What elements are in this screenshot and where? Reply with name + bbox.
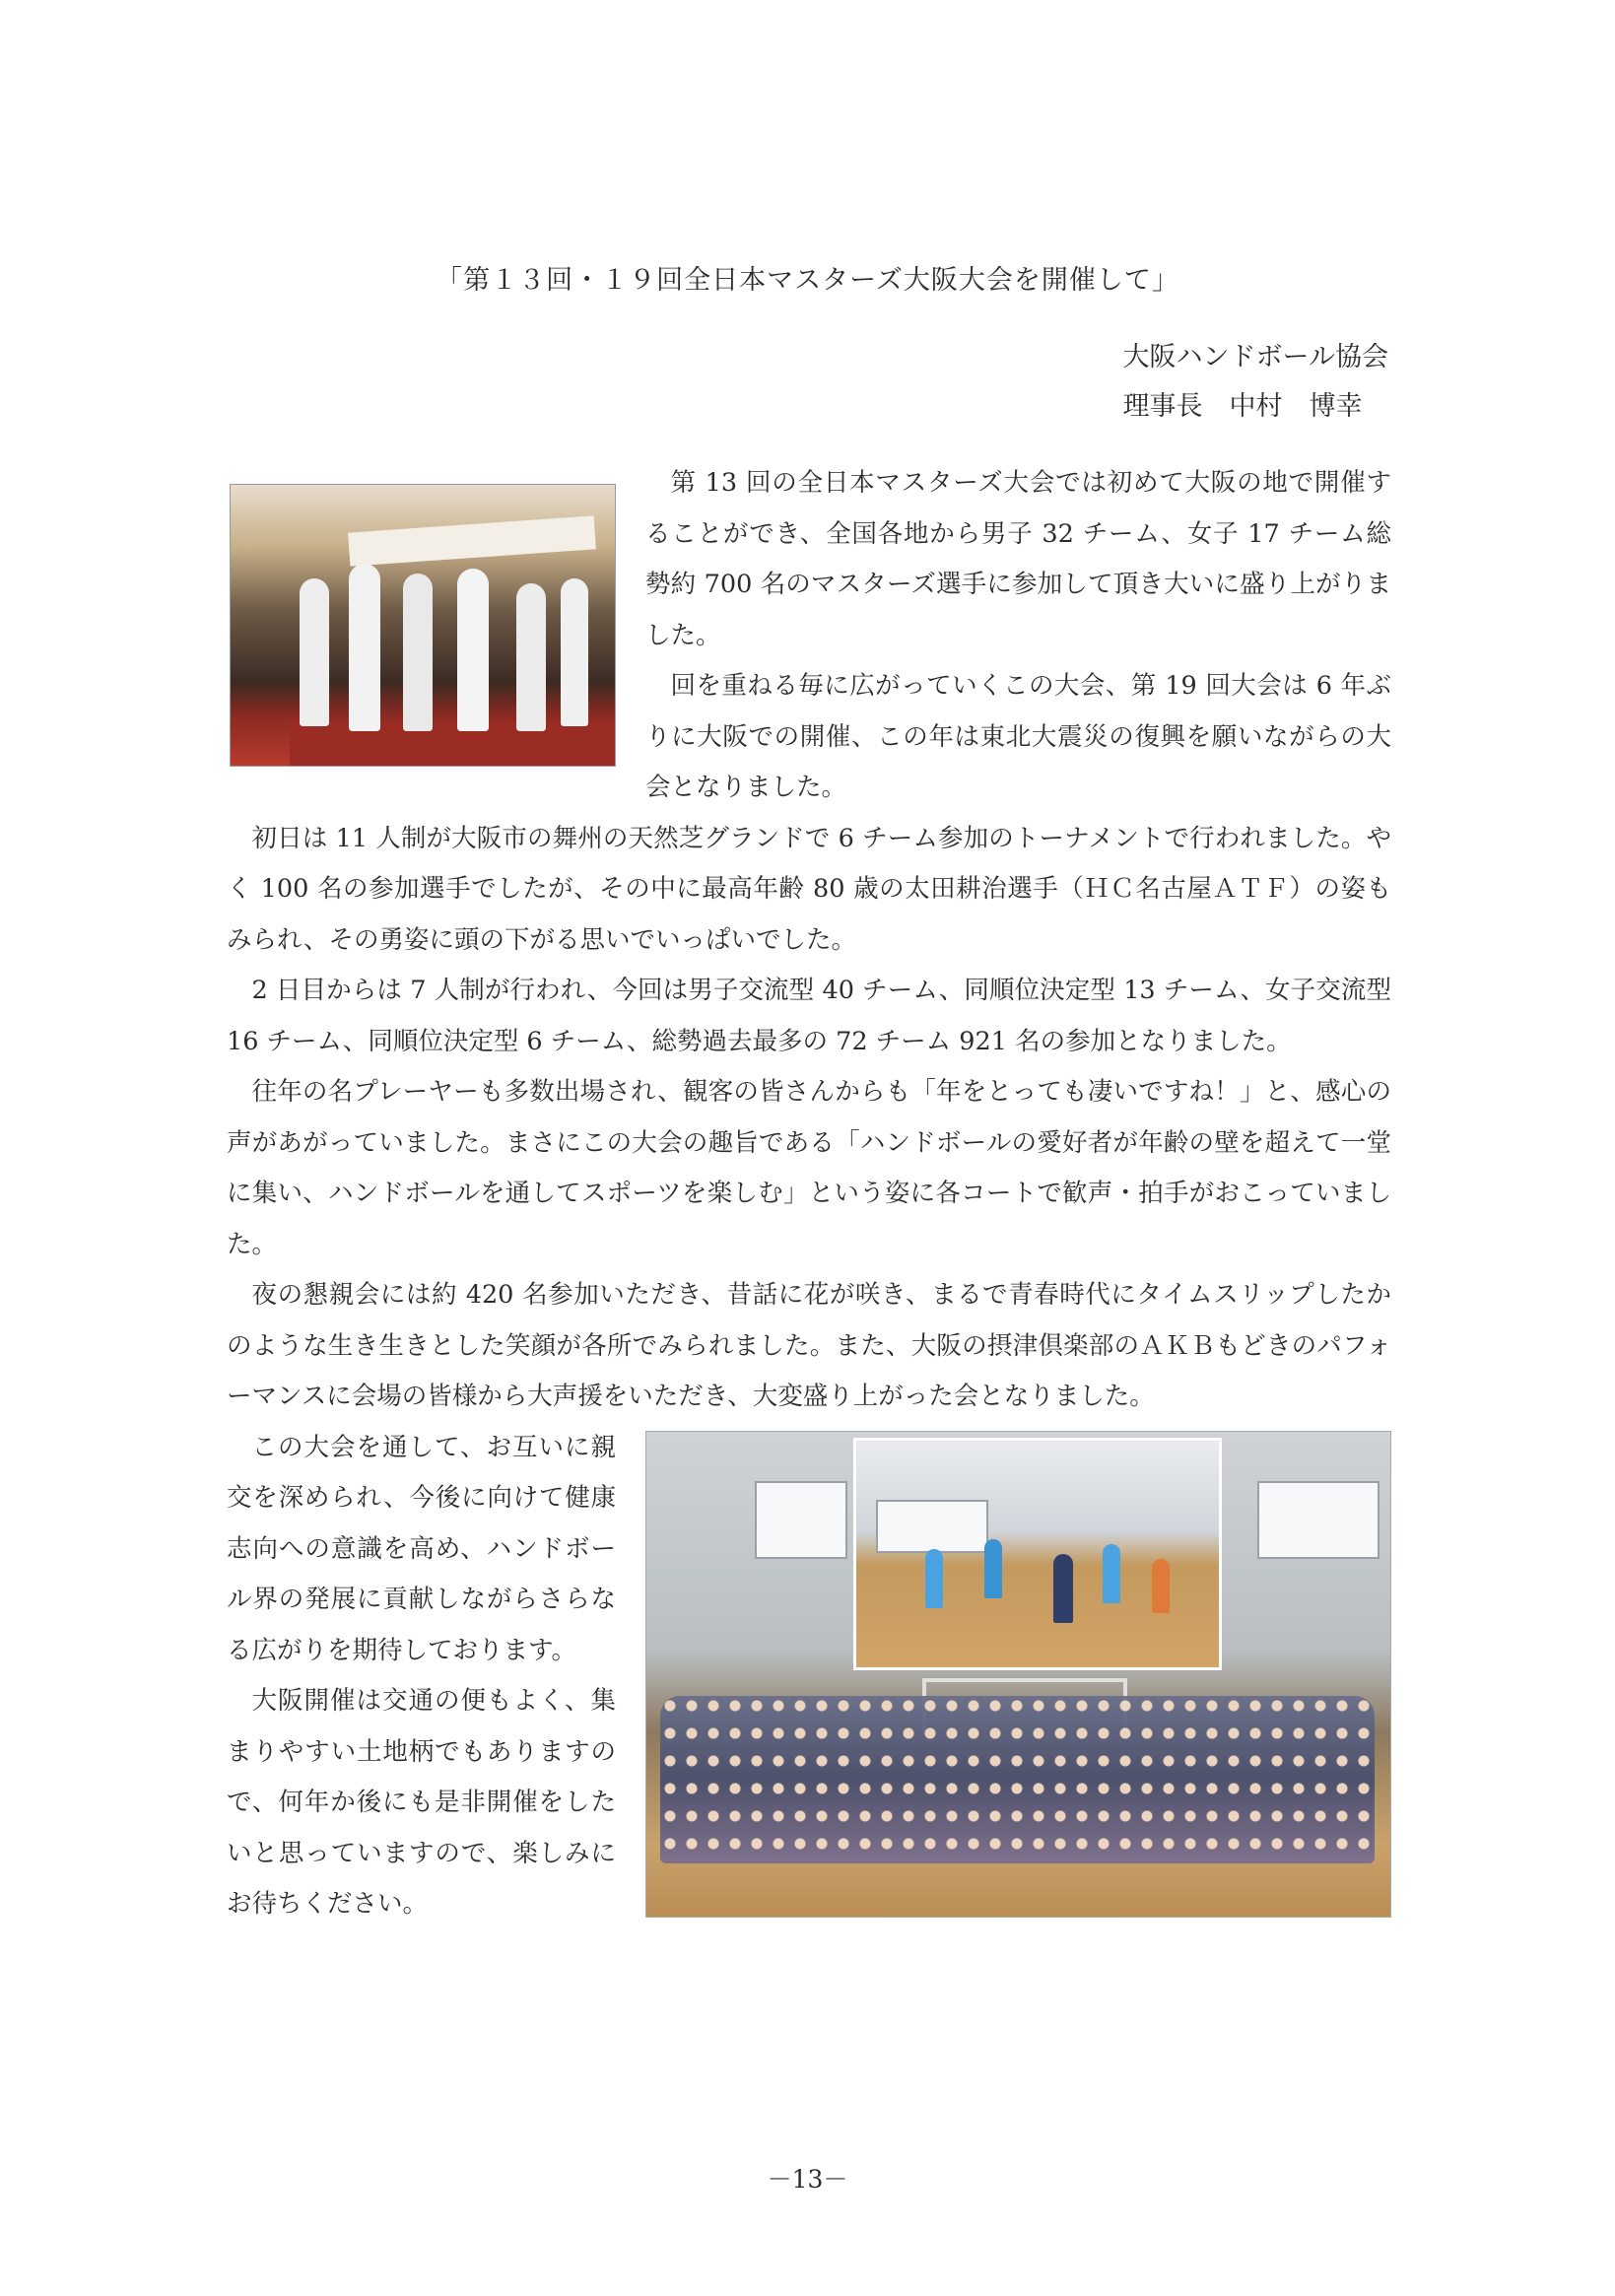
player-figure [925,1549,943,1608]
performer-figure [349,564,380,731]
player-figure [1053,1554,1073,1623]
performer-figure [561,578,588,726]
paragraph-7: この大会を通して、お互いに親交を深められ、今後に向けて健康志向への意識を高め、ハンドボール界の発展に貢献しながらさらなる広がりを期待しております。 [227,1432,616,1665]
author-name: 理事長 中村 博幸 [1122,391,1363,422]
paragraph-3: 初日は 11 人制が大阪市の舞州の天然芝グランドで 6 チーム参加のトーナメントで行われました。やく 100 名の参加選手でしたが、その中に最高年齢 80 歳の太田耕治選手（ＨＣ名古屋ＡＴＦ）の姿もみられ、その勇姿に頭の下がる思いでいっぱいでした。 [227,823,1391,955]
paragraph-5: 往年の名プレーヤーも多数出場され、観客の皆さんからも「年をとっても凄いですね！」と、感心の声があがっていました。まさにこの大会の趣旨である「ハンドボールの愛好者が年齢の壁を超えて一堂に集い、ハンドボールを通してスポーツを楽しむ」という姿に各コートで歓声・拍手がおこっていました。 [227,1077,1391,1259]
article-body [227,458,1391,1930]
performer-figure [457,569,489,731]
party-performance-photo [230,484,616,767]
inset-game-photo [853,1438,1222,1670]
organization-name: 大阪ハンドボール協会 [1122,342,1388,372]
gym-group-photo [645,1431,1391,1918]
stage-graphic [290,721,615,766]
gym-window [1257,1481,1379,1559]
player-figure [1103,1544,1120,1603]
banner-graphic [348,515,596,566]
paragraph-8: 大阪開催は交通の便もよく、集まりやすい土地柄でもありますので、何年か後にも是非開催をしたいと思っていますので、楽しみにお待ちください。 [227,1686,616,1919]
page-number: －13－ [767,2165,848,2194]
group-crowd [660,1696,1375,1863]
player-figure [984,1539,1002,1598]
performer-figure [300,578,329,726]
gym-window [755,1481,847,1559]
paragraph-6: 夜の懇親会には約 420 名参加いただき、昔話に花が咲き、まるで青春時代にタイムスリップしたかのような生き生きとした笑顔が各所でみられました。また、大阪の摂津倶楽部のＡＫＢもどきのパフォーマンスに会場の皆様から大声援をいただき、大変盛り上がった会となりました。 [227,1280,1391,1411]
player-figure [1152,1559,1170,1613]
performer-figure [403,574,433,731]
paragraph-1: 第 13 回の全日本マスターズ大会では初めて大阪の地で開催することができ、全国各地から男子 32 チーム、女子 17 チーム総勢約 700 名のマスターズ選手に参加して頂き大いに盛り上がりました。 [645,468,1391,650]
paragraph-4: 2 日目からは 7 人制が行われ、今回は男子交流型 40 チーム、同順位決定型 13 チーム、女子交流型 16 チーム、同順位決定型 6 チーム、総勢過去最多の 72 チーム 921 名の参加となりました。 [227,976,1391,1056]
paragraph-2: 回を重ねる毎に広がっていくこの大会、第 19 回大会は 6 年ぶりに大阪での開催、この年は東北大震災の復興を願いながらの大会となりました。 [645,671,1391,802]
author-block [1123,333,1388,432]
performer-figure [516,583,546,731]
document-title: 「第１３回・１９回全日本マスターズ大阪大会を開催して」 [436,265,1179,296]
gym-window [876,1500,988,1553]
